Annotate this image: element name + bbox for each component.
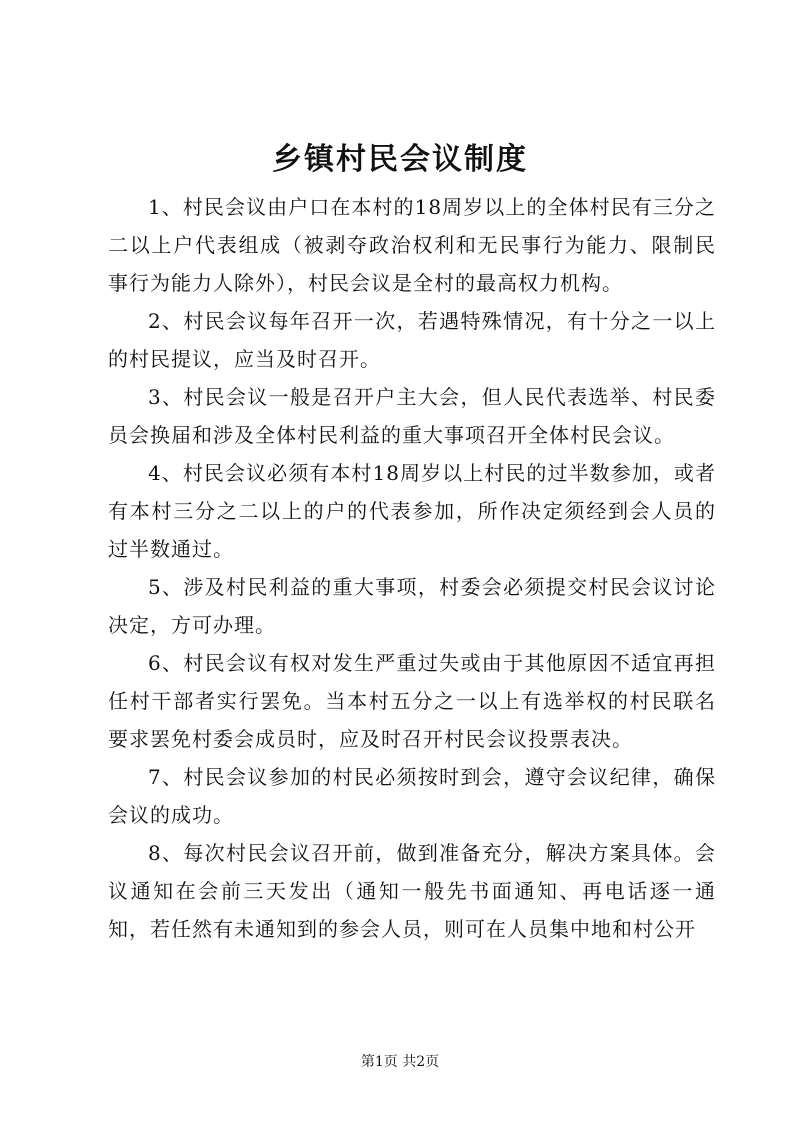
document-body	[108, 188, 716, 948]
paragraph-7: 7、村民会议参加的村民必须按时到会，遵守会议纪律，确保会议的成功。	[108, 765, 716, 827]
paragraph-2: 2、村民会议每年召开一次，若遇特殊情况，有十分之一以上的村民提议，应当及时召开。	[108, 309, 716, 371]
paragraph-5: 5、涉及村民利益的重大事项，村委会必须提交村民会议讨论决定，方可办理。	[108, 575, 716, 637]
paragraph-3: 3、村民会议一般是召开户主大会，但人民代表选举、村民委员会换届和涉及全体村民利益的重大事项召开全体村民会议。	[108, 385, 716, 447]
page-title: 乡镇村民会议制度	[272, 142, 528, 177]
paragraph-6: 6、村民会议有权对发生严重过失或由于其他原因不适宜再担任村干部者实行罢免。当本村五分之一以上有选举权的村民联名要求罢免村委会成员时，应及时召开村民会议投票表决。	[108, 651, 716, 751]
paragraph-4: 4、村民会议必须有本村18周岁以上村民的过半数参加，或者有本村三分之二以上的户的代表参加，所作决定须经到会人员的过半数通过。	[108, 461, 716, 561]
paragraph-8: 8、每次村民会议召开前，做到准备充分，解决方案具体。会议通知在会前三天发出（通知一般先书面通知、再电话逐一通知，若任然有未通知到的参会人员，则可在人员集中地和村公开	[108, 841, 716, 941]
paragraph-1: 1、村民会议由户口在本村的18周岁以上的全体村民有三分之二以上户代表组成（被剥夺政治权利和无民事行为能力、限制民事行为能力人除外），村民会议是全村的最高权力机构。	[108, 195, 716, 295]
page-footer: 第1页 共2页	[360, 1054, 440, 1070]
